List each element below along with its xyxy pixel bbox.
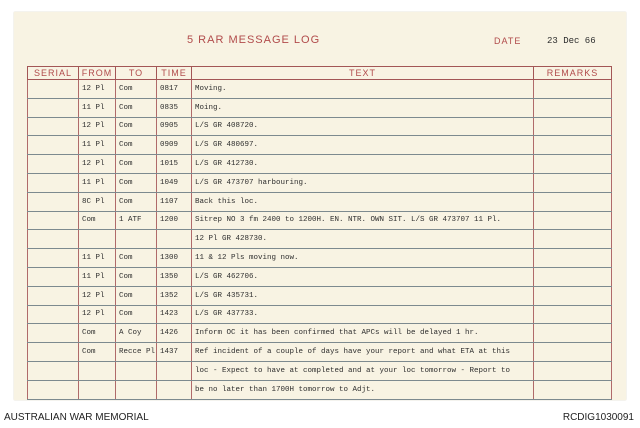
cell-serial: [28, 343, 79, 362]
table-row: [28, 361, 612, 380]
table-body: [28, 80, 612, 400]
cell-text: L/S GR 412730.: [192, 155, 534, 174]
cell-serial: [28, 305, 79, 324]
cell-serial: [28, 230, 79, 249]
cell-to: Com: [116, 136, 157, 155]
cell-time: 0817: [157, 80, 192, 99]
table-row: [28, 117, 612, 136]
cell-serial: [28, 98, 79, 117]
cell-serial: [28, 267, 79, 286]
cell-serial: [28, 361, 79, 380]
header-to: TO: [116, 67, 157, 80]
cell-serial: [28, 173, 79, 192]
header-remarks: REMARKS: [534, 67, 612, 80]
cell-remarks: [534, 230, 612, 249]
cell-time: [157, 361, 192, 380]
cell-text: Inform OC it has been confirmed that APCs will be delayed 1 hr.: [192, 324, 534, 343]
cell-serial: [28, 380, 79, 399]
cell-text: L/S GR 408720.: [192, 117, 534, 136]
document-title: 5 RAR MESSAGE LOG: [187, 34, 321, 46]
cell-to: A Coy: [116, 324, 157, 343]
cell-serial: [28, 80, 79, 99]
cell-remarks: [534, 173, 612, 192]
cell-from: Com: [79, 211, 116, 230]
table-row: [28, 343, 612, 362]
cell-remarks: [534, 286, 612, 305]
cell-from: Com: [79, 343, 116, 362]
table-row: [28, 380, 612, 399]
cell-from: [79, 380, 116, 399]
cell-time: 1015: [157, 155, 192, 174]
cell-from: Com: [79, 324, 116, 343]
cell-text: be no later than 1700H tomorrow to Adjt.: [192, 380, 534, 399]
cell-time: 0905: [157, 117, 192, 136]
cell-to: [116, 380, 157, 399]
cell-text: L/S GR 437733.: [192, 305, 534, 324]
cell-from: 8C Pl: [79, 192, 116, 211]
cell-to: Com: [116, 305, 157, 324]
cell-remarks: [534, 305, 612, 324]
cell-from: 11 Pl: [79, 173, 116, 192]
cell-from: 12 Pl: [79, 305, 116, 324]
cell-time: 0909: [157, 136, 192, 155]
cell-from: 11 Pl: [79, 136, 116, 155]
cell-from: 11 Pl: [79, 267, 116, 286]
cell-to: Com: [116, 286, 157, 305]
footer-right: RCDIG1030091: [562, 412, 634, 423]
cell-text: Back this loc.: [192, 192, 534, 211]
cell-from: 12 Pl: [79, 155, 116, 174]
cell-to: Com: [116, 117, 157, 136]
cell-text: L/S GR 462706.: [192, 267, 534, 286]
cell-serial: [28, 117, 79, 136]
cell-from: 11 Pl: [79, 98, 116, 117]
cell-time: [157, 230, 192, 249]
cell-time: 1107: [157, 192, 192, 211]
cell-serial: [28, 286, 79, 305]
cell-to: Com: [116, 192, 157, 211]
table-row: [28, 249, 612, 268]
cell-time: 1352: [157, 286, 192, 305]
header-from: FROM: [79, 67, 116, 80]
cell-time: [157, 380, 192, 399]
cell-from: 12 Pl: [79, 286, 116, 305]
cell-time: 1200: [157, 211, 192, 230]
cell-from: [79, 230, 116, 249]
cell-to: Com: [116, 267, 157, 286]
cell-time: 0835: [157, 98, 192, 117]
table-row: [28, 230, 612, 249]
cell-remarks: [534, 380, 612, 399]
cell-to: Com: [116, 155, 157, 174]
table-row: [28, 173, 612, 192]
table-row: [28, 305, 612, 324]
cell-time: 1437: [157, 343, 192, 362]
cell-remarks: [534, 267, 612, 286]
cell-to: Recce Pl: [116, 343, 157, 362]
cell-remarks: [534, 98, 612, 117]
cell-to: 1 ATF: [116, 211, 157, 230]
cell-remarks: [534, 136, 612, 155]
cell-remarks: [534, 249, 612, 268]
cell-remarks: [534, 211, 612, 230]
cell-remarks: [534, 192, 612, 211]
cell-remarks: [534, 324, 612, 343]
cell-time: 1049: [157, 173, 192, 192]
table-row: [28, 286, 612, 305]
header-serial: SERIAL: [28, 67, 79, 80]
cell-serial: [28, 155, 79, 174]
cell-text: loc - Expect to have at completed and at your loc tomorrow - Report to: [192, 361, 534, 380]
date-label: DATE: [494, 36, 522, 46]
date-value: 23 Dec 66: [547, 36, 596, 46]
table-row: [28, 267, 612, 286]
table-row: [28, 98, 612, 117]
cell-text: Moving.: [192, 80, 534, 99]
cell-time: 1300: [157, 249, 192, 268]
table-row: [28, 324, 612, 343]
table-header-row: [28, 67, 612, 80]
header-time: TIME: [157, 67, 192, 80]
cell-to: Com: [116, 98, 157, 117]
cell-to: [116, 230, 157, 249]
cell-text: L/S GR 480697.: [192, 136, 534, 155]
cell-text: 11 & 12 Pls moving now.: [192, 249, 534, 268]
cell-serial: [28, 211, 79, 230]
cell-remarks: [534, 80, 612, 99]
cell-remarks: [534, 343, 612, 362]
cell-from: 12 Pl: [79, 117, 116, 136]
cell-time: 1350: [157, 267, 192, 286]
cell-from: [79, 361, 116, 380]
cell-serial: [28, 136, 79, 155]
cell-remarks: [534, 361, 612, 380]
cell-text: 12 Pl GR 428730.: [192, 230, 534, 249]
cell-serial: [28, 324, 79, 343]
cell-to: Com: [116, 80, 157, 99]
message-log-table: [27, 66, 612, 400]
cell-remarks: [534, 155, 612, 174]
header-text: TEXT: [192, 67, 534, 80]
table-row: [28, 211, 612, 230]
table-row: [28, 192, 612, 211]
footer-left: AUSTRALIAN WAR MEMORIAL: [4, 412, 149, 423]
table-row: [28, 155, 612, 174]
cell-text: Ref incident of a couple of days have your report and what ETA at this: [192, 343, 534, 362]
cell-text: L/S GR 435731.: [192, 286, 534, 305]
cell-time: 1423: [157, 305, 192, 324]
cell-text: Sitrep NO 3 fm 2400 to 1200H. EN. NTR. OWN SIT. L/S GR 473707 11 Pl.: [192, 211, 534, 230]
cell-to: Com: [116, 249, 157, 268]
cell-to: Com: [116, 173, 157, 192]
table-row: [28, 80, 612, 99]
cell-from: 12 Pl: [79, 80, 116, 99]
cell-text: L/S GR 473707 harbouring.: [192, 173, 534, 192]
cell-from: 11 Pl: [79, 249, 116, 268]
cell-to: [116, 361, 157, 380]
table-row: [28, 136, 612, 155]
cell-time: 1426: [157, 324, 192, 343]
cell-remarks: [534, 117, 612, 136]
cell-serial: [28, 192, 79, 211]
cell-text: Moing.: [192, 98, 534, 117]
cell-serial: [28, 249, 79, 268]
